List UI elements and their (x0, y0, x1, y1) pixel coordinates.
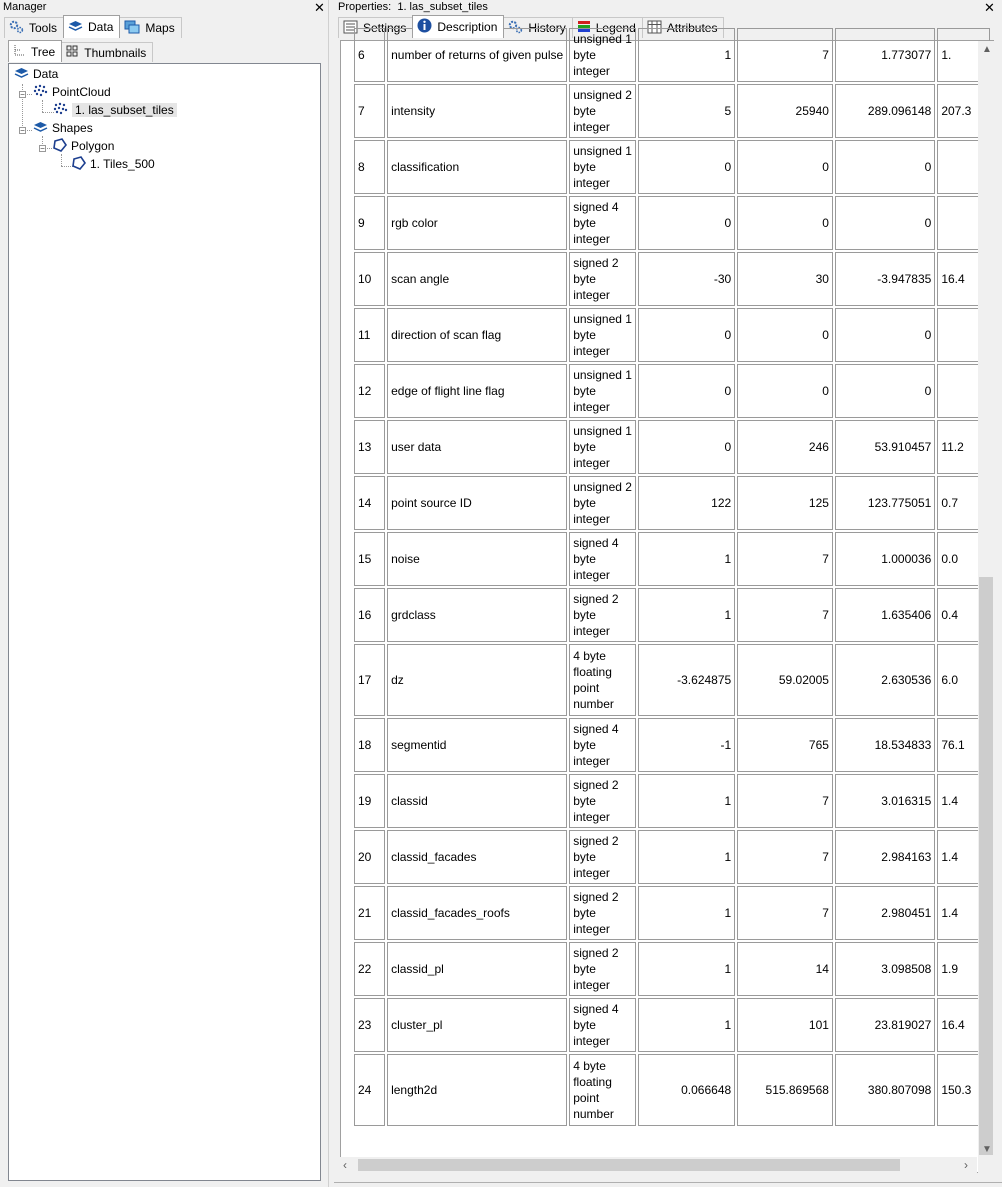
tree-node-label: 1. las_subset_tiles (72, 103, 177, 117)
field-name-cell: dz (387, 644, 567, 716)
manager-panel (0, 0, 330, 1187)
data-type-cell: unsigned 1 byte integer (569, 28, 636, 82)
maximum-cell: 30 (737, 252, 833, 306)
scroll-down-arrow-icon[interactable]: ▼ (982, 1144, 992, 1155)
data-type-cell: signed 2 byte integer (569, 774, 636, 828)
tree-node-shapes[interactable] (33, 119, 93, 137)
data-type-cell: unsigned 2 byte integer (569, 476, 636, 530)
vertical-scrollbar[interactable] (978, 41, 994, 1174)
field-name-cell: direction of scan flag (387, 308, 567, 362)
manager-close-icon[interactable]: ✕ (314, 0, 325, 15)
field-name-cell: classid_facades_roofs (387, 886, 567, 940)
tab-tree[interactable] (8, 40, 62, 62)
maximum-cell: 0 (737, 364, 833, 418)
row-id-cell: 14 (354, 476, 385, 530)
std-dev-cell: 150.3 (937, 1054, 990, 1126)
tab-description-label: Description (437, 20, 498, 34)
row-id-cell: 6 (354, 28, 385, 82)
properties-title-label: Properties: (338, 1, 392, 13)
field-name-cell: point source ID (387, 476, 567, 530)
table-row[interactable] (354, 420, 990, 474)
tree-node-label: Polygon (71, 139, 115, 153)
std-dev-cell: 0.0 (937, 532, 990, 586)
field-name-cell: grdclass (387, 588, 567, 642)
std-dev-cell: 1.9 (937, 942, 990, 996)
minimum-cell: -1 (638, 718, 735, 772)
row-id-cell: 16 (354, 588, 385, 642)
field-name-cell: classid (387, 774, 567, 828)
minimum-cell: 1 (638, 830, 735, 884)
scroll-left-arrow-icon[interactable]: ‹ (343, 1158, 347, 1172)
data-type-cell: signed 2 byte integer (569, 942, 636, 996)
pointcloud-collapse-toggle[interactable]: − (20, 90, 25, 99)
mean-cell: 53.910457 (835, 420, 935, 474)
row-id-cell: 18 (354, 718, 385, 772)
properties-panel (334, 0, 1002, 1187)
maximum-cell: 515.869568 (737, 1054, 833, 1126)
minimum-cell: 0 (638, 308, 735, 362)
mean-cell: 0 (835, 140, 935, 194)
row-id-cell: 8 (354, 140, 385, 194)
table-row[interactable] (354, 588, 990, 642)
tab-thumbnails[interactable] (61, 42, 153, 62)
table-row[interactable] (354, 532, 990, 586)
row-id-cell: 13 (354, 420, 385, 474)
thumbnails-grid-icon (66, 45, 79, 60)
field-name-cell: user data (387, 420, 567, 474)
maps-icon (124, 20, 140, 37)
data-type-cell: signed 4 byte integer (569, 718, 636, 772)
std-dev-cell: 0.7 (937, 476, 990, 530)
table-row[interactable] (354, 252, 990, 306)
mean-cell: 23.819027 (835, 998, 935, 1052)
minimum-cell: 0.066648 (638, 1054, 735, 1126)
maximum-cell: 125 (737, 476, 833, 530)
tab-history-label: History (528, 21, 566, 35)
mean-cell: 1.635406 (835, 588, 935, 642)
tab-attributes-label: Attributes (666, 21, 718, 35)
std-dev-cell: 1. (937, 28, 990, 82)
tab-maps[interactable] (119, 17, 181, 38)
field-name-cell: classification (387, 140, 567, 194)
row-id-cell: 20 (354, 830, 385, 884)
field-name-cell: rgb color (387, 196, 567, 250)
tab-data-label: Data (88, 20, 114, 34)
data-layers-icon (14, 66, 29, 83)
mean-cell: 1.000036 (835, 532, 935, 586)
polygon-collapse-toggle[interactable]: − (40, 144, 45, 153)
minimum-cell: 1 (638, 588, 735, 642)
minimum-cell: 0 (638, 140, 735, 194)
table-row[interactable] (354, 1054, 990, 1126)
maximum-cell: 765 (737, 718, 833, 772)
tree-node-tiles-500[interactable] (71, 155, 155, 173)
mean-cell: 0 (835, 308, 935, 362)
mean-cell: 2.630536 (835, 644, 935, 716)
field-name-cell: length2d (387, 1054, 567, 1126)
data-type-cell: signed 4 byte integer (569, 532, 636, 586)
data-type-cell: unsigned 2 byte integer (569, 84, 636, 138)
maximum-cell: 7 (737, 830, 833, 884)
std-dev-cell: 1.4 (937, 830, 990, 884)
minimum-cell: -30 (638, 252, 735, 306)
shapes-collapse-toggle[interactable]: − (20, 126, 25, 135)
mean-cell: 289.096148 (835, 84, 935, 138)
manager-subtabs (8, 40, 152, 62)
field-name-cell: noise (387, 532, 567, 586)
polygon-item-icon (71, 156, 86, 173)
info-icon (417, 18, 432, 36)
maximum-cell: 14 (737, 942, 833, 996)
tab-settings-label: Settings (363, 21, 407, 35)
tab-legend-label: Legend (595, 21, 636, 35)
row-id-cell: 24 (354, 1054, 385, 1126)
std-dev-cell: 6.0 (937, 644, 990, 716)
minimum-cell: 0 (638, 196, 735, 250)
table-row[interactable] (354, 830, 990, 884)
vertical-scroll-thumb[interactable] (979, 577, 993, 1155)
minimum-cell: 1 (638, 28, 735, 82)
table-row[interactable] (354, 84, 990, 138)
field-name-cell: classid_facades (387, 830, 567, 884)
tab-description[interactable] (412, 15, 504, 38)
table-row[interactable] (354, 196, 990, 250)
tab-tools-label: Tools (29, 21, 58, 35)
minimum-cell: 1 (638, 774, 735, 828)
row-id-cell: 15 (354, 532, 385, 586)
tree-node-label: PointCloud (52, 85, 111, 99)
table-row[interactable] (354, 308, 990, 362)
tree-node-data[interactable] (14, 65, 58, 83)
minimum-cell: -3.624875 (638, 644, 735, 716)
row-id-cell: 23 (354, 998, 385, 1052)
row-id-cell: 21 (354, 886, 385, 940)
maximum-cell: 0 (737, 308, 833, 362)
data-type-cell: unsigned 1 byte integer (569, 308, 636, 362)
mean-cell: 0 (835, 364, 935, 418)
scroll-up-arrow-icon[interactable]: ▲ (982, 44, 992, 55)
tree-node-label: 1. Tiles_500 (90, 157, 155, 171)
scroll-right-arrow-icon[interactable]: › (964, 1158, 968, 1172)
std-dev-cell: 1.4 (937, 886, 990, 940)
row-id-cell: 19 (354, 774, 385, 828)
field-name-cell: cluster_pl (387, 998, 567, 1052)
minimum-cell: 0 (638, 364, 735, 418)
table-row[interactable] (354, 942, 990, 996)
properties-object-name: 1. las_subset_tiles (397, 1, 488, 13)
minimum-cell: 5 (638, 84, 735, 138)
row-id-cell: 10 (354, 252, 385, 306)
data-type-cell: signed 2 byte integer (569, 588, 636, 642)
maximum-cell: 7 (737, 774, 833, 828)
panel-divider (328, 0, 329, 1187)
table-row[interactable] (354, 886, 990, 940)
row-id-cell: 22 (354, 942, 385, 996)
row-id-cell: 11 (354, 308, 385, 362)
mean-cell: 18.534833 (835, 718, 935, 772)
mean-cell: 380.807098 (835, 1054, 935, 1126)
minimum-cell: 1 (638, 532, 735, 586)
maximum-cell: 59.02005 (737, 644, 833, 716)
mean-cell: 1.773077 (835, 28, 935, 82)
tree-icon (13, 44, 26, 60)
maximum-cell: 246 (737, 420, 833, 474)
std-dev-cell: 16.4 (937, 252, 990, 306)
maximum-cell: 101 (737, 998, 833, 1052)
field-name-cell: number of returns of given pulse (387, 28, 567, 82)
data-type-cell: unsigned 1 byte integer (569, 420, 636, 474)
tree-node-label: Data (33, 67, 59, 81)
mean-cell: 3.098508 (835, 942, 935, 996)
maximum-cell: 7 (737, 588, 833, 642)
maximum-cell: 7 (737, 886, 833, 940)
maximum-cell: 7 (737, 532, 833, 586)
maximum-cell: 7 (737, 28, 833, 82)
field-name-cell: edge of flight line flag (387, 364, 567, 418)
field-name-cell: scan angle (387, 252, 567, 306)
maximum-cell: 25940 (737, 84, 833, 138)
tab-data[interactable] (63, 15, 120, 38)
std-dev-cell: 16.4 (937, 998, 990, 1052)
description-grid-viewport (352, 32, 992, 1168)
mean-cell: 3.016315 (835, 774, 935, 828)
field-name-cell: segmentid (387, 718, 567, 772)
properties-title (338, 1, 488, 13)
data-tree (8, 63, 321, 1181)
std-dev-cell: 207.3 (937, 84, 990, 138)
data-type-cell: signed 2 byte integer (569, 886, 636, 940)
table-row[interactable] (354, 644, 990, 716)
mean-cell: 123.775051 (835, 476, 935, 530)
table-row[interactable] (354, 476, 990, 530)
tree-node-label: Shapes (52, 121, 93, 135)
table-row[interactable] (354, 718, 990, 772)
minimum-cell: 1 (638, 942, 735, 996)
mean-cell: -3.947835 (835, 252, 935, 306)
shapes-layers-icon (33, 120, 48, 137)
table-row[interactable] (354, 364, 990, 418)
pointcloud-item-icon (53, 102, 68, 118)
mean-cell: 0 (835, 196, 935, 250)
std-dev-cell: 0.4 (937, 588, 990, 642)
std-dev-cell: 1.4 (937, 774, 990, 828)
table-row[interactable] (354, 774, 990, 828)
manager-tabs (4, 15, 181, 38)
minimum-cell: 1 (638, 998, 735, 1052)
polygon-icon (52, 138, 67, 155)
tree-node-polygon[interactable] (52, 137, 114, 155)
row-id-cell: 9 (354, 196, 385, 250)
tree-node-las-subset-tiles[interactable] (53, 101, 177, 119)
row-id-cell: 7 (354, 84, 385, 138)
data-type-cell: signed 2 byte integer (569, 830, 636, 884)
tab-thumbnails-label: Thumbnails (84, 45, 147, 60)
tools-gear-icon (9, 20, 24, 37)
data-type-cell: unsigned 1 byte integer (569, 140, 636, 194)
data-type-cell: signed 4 byte integer (569, 998, 636, 1052)
minimum-cell: 0 (638, 420, 735, 474)
field-name-cell: classid_pl (387, 942, 567, 996)
properties-close-icon[interactable]: ✕ (984, 0, 995, 15)
minimum-cell: 122 (638, 476, 735, 530)
manager-title: Manager (3, 1, 47, 13)
tab-tree-label: Tree (31, 44, 56, 59)
table-row[interactable] (354, 140, 990, 194)
table-row[interactable] (354, 998, 990, 1052)
tab-maps-label: Maps (145, 21, 175, 35)
data-layers-icon (68, 19, 83, 36)
row-id-cell: 12 (354, 364, 385, 418)
horizontal-scroll-thumb[interactable] (358, 1159, 900, 1171)
tab-tools[interactable] (4, 17, 64, 38)
std-dev-cell: 76.1 (937, 718, 990, 772)
tree-node-pointcloud[interactable] (33, 83, 111, 101)
maximum-cell: 0 (737, 140, 833, 194)
mean-cell: 2.980451 (835, 886, 935, 940)
field-statistics-table (352, 26, 992, 1128)
row-id-cell: 17 (354, 644, 385, 716)
minimum-cell: 1 (638, 886, 735, 940)
std-dev-cell: 11.2 (937, 420, 990, 474)
data-type-cell: signed 4 byte integer (569, 196, 636, 250)
data-type-cell: signed 2 byte integer (569, 252, 636, 306)
data-type-cell: 4 byte floating point number (569, 1054, 636, 1126)
field-name-cell: intensity (387, 84, 567, 138)
pointcloud-icon (33, 84, 48, 100)
description-grid-container (340, 32, 994, 1173)
horizontal-scrollbar[interactable] (340, 1157, 977, 1173)
mean-cell: 2.984163 (835, 830, 935, 884)
data-type-cell: 4 byte floating point number (569, 644, 636, 716)
properties-bottom-border (334, 1182, 1002, 1183)
data-type-cell: unsigned 1 byte integer (569, 364, 636, 418)
maximum-cell: 0 (737, 196, 833, 250)
